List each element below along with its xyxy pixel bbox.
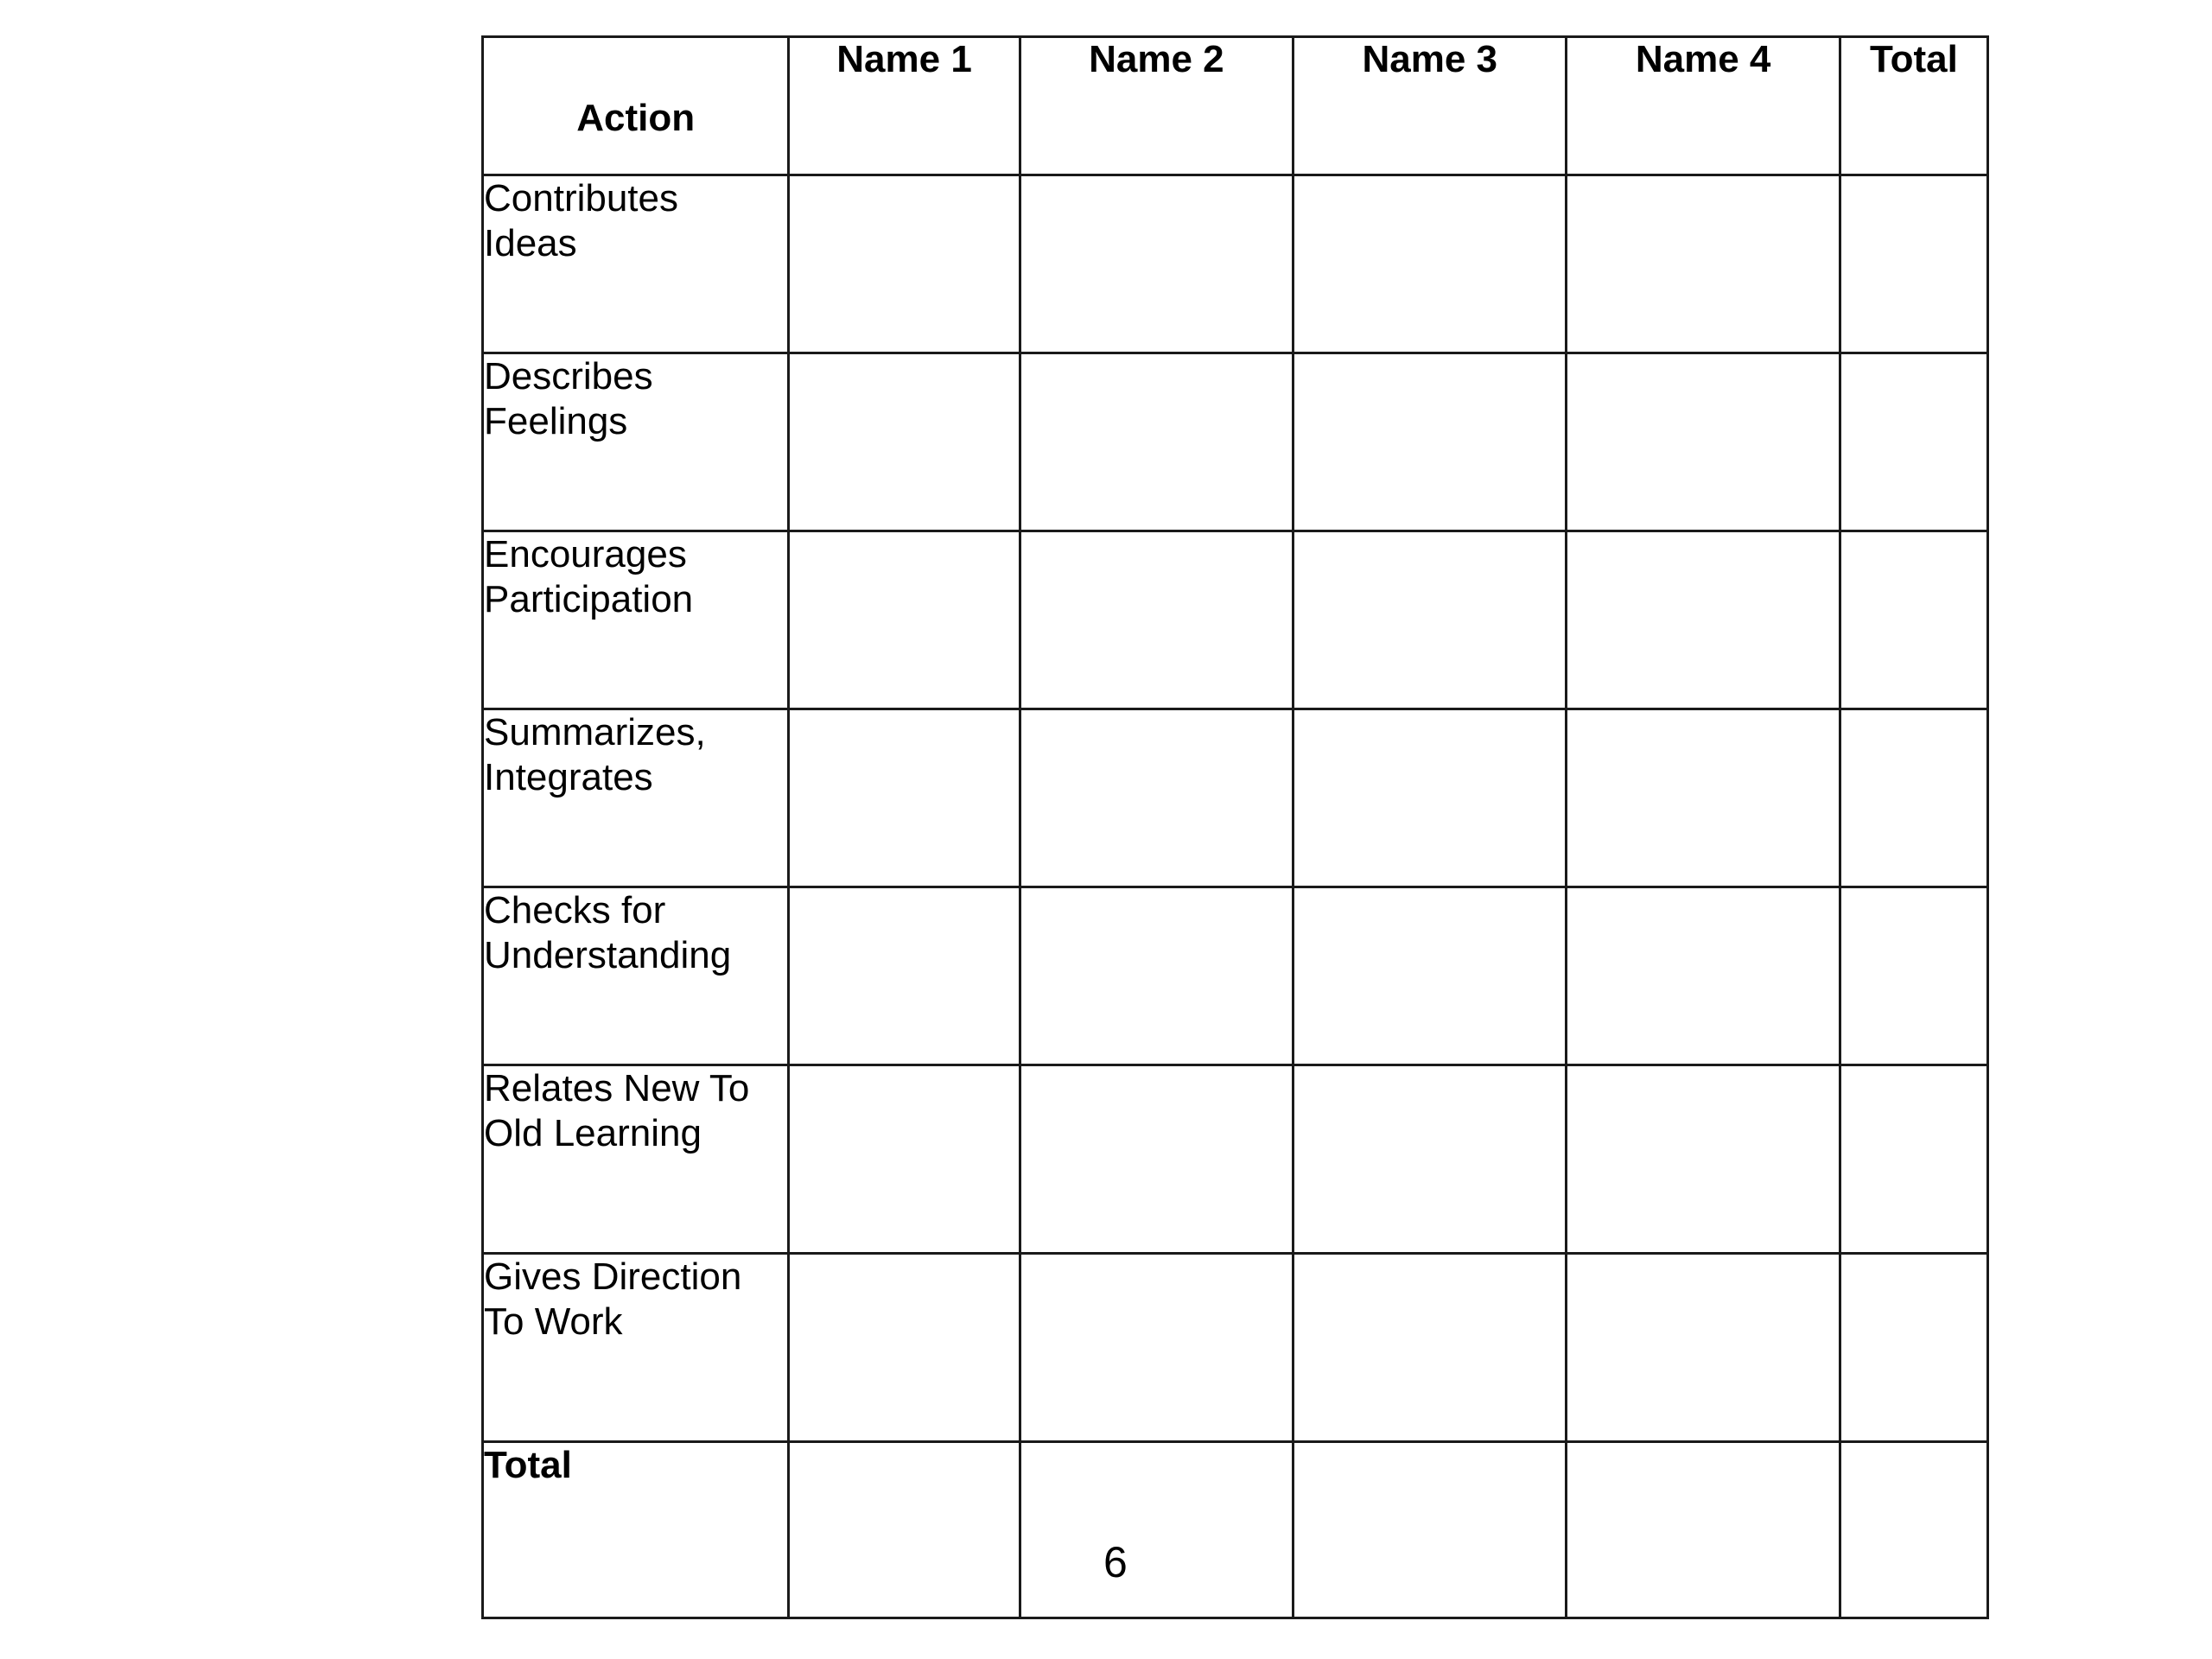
score-cell[interactable]	[1567, 1254, 1840, 1442]
name-3-column-header: Name 3	[1294, 37, 1567, 175]
column-total-cell[interactable]	[1020, 1442, 1293, 1618]
row-total-cell[interactable]	[1840, 531, 1987, 709]
score-cell[interactable]	[1294, 175, 1567, 353]
row-label-line: Ideas	[484, 222, 577, 264]
row-label-line: To Work	[484, 1300, 623, 1343]
row-label-line: Old Learning	[484, 1112, 702, 1154]
column-total-cell[interactable]	[1567, 1442, 1840, 1618]
row-label-line: Integrates	[484, 756, 653, 798]
score-cell[interactable]	[1294, 887, 1567, 1065]
score-cell[interactable]	[1020, 175, 1293, 353]
score-cell[interactable]	[1020, 1065, 1293, 1254]
table-row	[483, 709, 1988, 887]
table-row	[483, 1065, 1988, 1254]
score-cell[interactable]	[1567, 709, 1840, 887]
score-cell[interactable]	[1567, 531, 1840, 709]
total-row-label: Total	[483, 1442, 789, 1618]
table-row	[483, 887, 1988, 1065]
score-cell[interactable]	[1294, 531, 1567, 709]
score-cell[interactable]	[1294, 1065, 1567, 1254]
row-total-cell[interactable]	[1840, 1065, 1987, 1254]
row-label-line: Relates New To	[484, 1067, 750, 1109]
table-row	[483, 531, 1988, 709]
row-label-line: Understanding	[484, 934, 732, 976]
row-label-line: Contributes	[484, 177, 679, 219]
row-label-line: Checks for	[484, 889, 666, 931]
row-label-checks-for-understanding	[483, 887, 789, 1065]
action-column-header	[483, 37, 789, 175]
score-cell[interactable]	[1020, 709, 1293, 887]
row-label-line: Gives Direction	[484, 1255, 742, 1298]
score-cell[interactable]	[1567, 175, 1840, 353]
row-total-cell[interactable]	[1840, 1254, 1987, 1442]
score-cell[interactable]	[1020, 353, 1293, 531]
score-cell[interactable]	[1567, 887, 1840, 1065]
row-label-line: Summarizes,	[484, 711, 706, 753]
total-column-header: Total	[1840, 37, 1987, 175]
score-cell[interactable]	[1567, 1065, 1840, 1254]
header-row	[483, 37, 1988, 175]
row-label-line: Encourages	[484, 533, 687, 575]
row-total-cell[interactable]	[1840, 353, 1987, 531]
row-label-describes-feelings	[483, 353, 789, 531]
score-cell[interactable]	[789, 353, 1020, 531]
total-row	[483, 1442, 1988, 1618]
row-total-cell[interactable]	[1840, 709, 1987, 887]
table-row	[483, 1254, 1988, 1442]
group-observation-table	[481, 35, 1989, 1619]
column-total-cell[interactable]	[789, 1442, 1020, 1618]
score-cell[interactable]	[789, 531, 1020, 709]
score-cell[interactable]	[789, 887, 1020, 1065]
name-2-column-header: Name 2	[1020, 37, 1293, 175]
row-label-relates-new-to-old-learning	[483, 1065, 789, 1254]
row-total-cell[interactable]	[1840, 175, 1987, 353]
column-total-cell[interactable]	[1294, 1442, 1567, 1618]
row-label-contributes-ideas	[483, 175, 789, 353]
score-cell[interactable]	[789, 709, 1020, 887]
score-cell[interactable]	[1294, 353, 1567, 531]
table-row	[483, 353, 1988, 531]
row-label-line: Feelings	[484, 400, 628, 442]
name-1-column-header: Name 1	[789, 37, 1020, 175]
row-total-cell[interactable]	[1840, 887, 1987, 1065]
score-cell[interactable]	[1567, 353, 1840, 531]
score-cell[interactable]	[789, 175, 1020, 353]
action-header-text: Action	[576, 97, 696, 139]
grand-total-cell[interactable]	[1840, 1442, 1987, 1618]
table-row	[483, 175, 1988, 353]
score-cell[interactable]	[1020, 887, 1293, 1065]
row-label-encourages-participation	[483, 531, 789, 709]
page-number: 6	[1103, 1538, 1128, 1586]
row-label-line: Participation	[484, 578, 694, 620]
score-cell[interactable]	[1294, 709, 1567, 887]
score-cell[interactable]	[1020, 531, 1293, 709]
row-label-summarizes-integrates	[483, 709, 789, 887]
score-cell[interactable]	[789, 1065, 1020, 1254]
row-label-line: Describes	[484, 355, 653, 397]
score-cell[interactable]	[1294, 1254, 1567, 1442]
name-4-column-header: Name 4	[1567, 37, 1840, 175]
score-cell[interactable]	[789, 1254, 1020, 1442]
row-label-gives-direction-to-work	[483, 1254, 789, 1442]
score-cell[interactable]	[1020, 1254, 1293, 1442]
